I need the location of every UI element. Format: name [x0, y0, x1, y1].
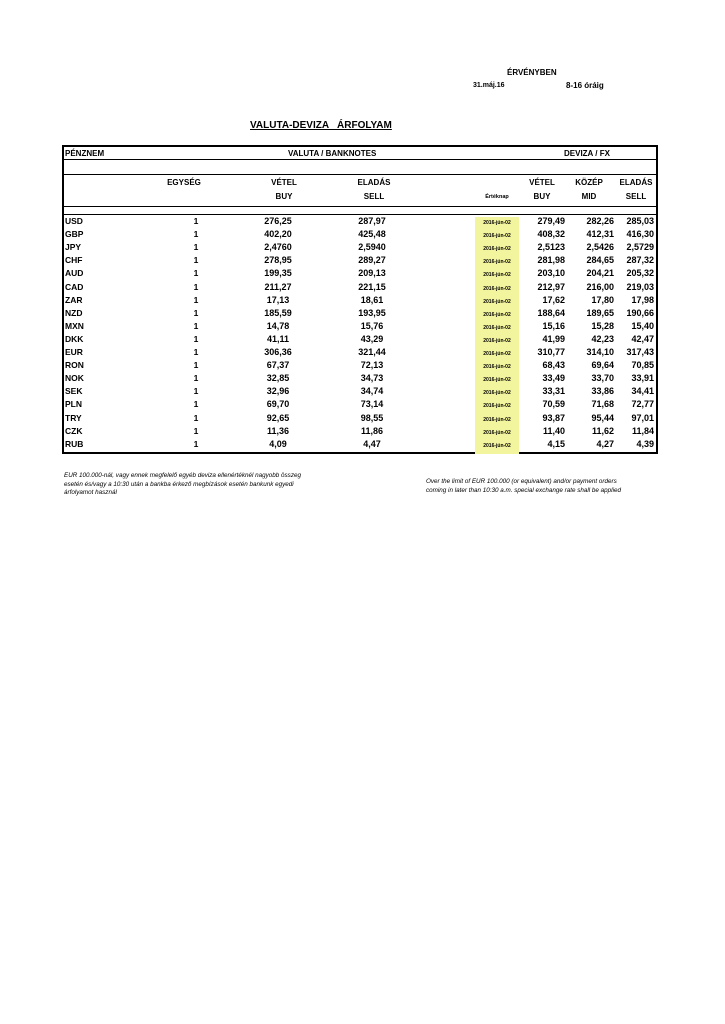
note-sell-rate: 18,61 — [360, 294, 384, 305]
fx-buy-rate: 41,99 — [542, 333, 565, 344]
page-title: VALUTA-DEVIZA ÁRFOLYAM — [250, 120, 392, 131]
value-date: 2016-jún-02 — [483, 364, 511, 371]
fx-buy-header: VÉTEL — [529, 178, 555, 187]
fx-buy-rate: 93,87 — [542, 412, 565, 423]
table-row — [64, 347, 656, 360]
table-row — [64, 439, 656, 452]
value-date: 2016-jún-02 — [483, 259, 511, 266]
unit-value: 1 — [193, 399, 199, 410]
footnote-en — [426, 478, 706, 495]
currency-code: CHF — [65, 255, 83, 266]
unit-value: 1 — [193, 333, 199, 344]
value-date: 2016-jún-02 — [483, 429, 511, 436]
fx-sell-rate: 15,40 — [631, 320, 654, 331]
unit-value: 1 — [193, 268, 199, 279]
note-buy-rate: 11,36 — [266, 425, 290, 436]
fx-sell-rate: 11,84 — [631, 425, 654, 436]
footnote-hu-line: esetén és/vagy a 10:30 után a bankba érkező megbízások esetén bankunk egyedi — [64, 480, 294, 488]
table-row — [64, 255, 656, 268]
note-sell-rate: 34,73 — [360, 373, 384, 384]
note-buy-rate: 278,95 — [264, 255, 292, 266]
value-date: 2016-jún-02 — [483, 403, 511, 410]
note-sell-rate: 287,97 — [358, 216, 386, 226]
note-sell-rate: 98,55 — [360, 412, 384, 423]
fx-buy-rate: 2,5123 — [537, 242, 565, 253]
note-sell-rate: 221,15 — [358, 281, 386, 292]
table-row — [64, 321, 656, 334]
currency-group-header: PÉNZNEM — [65, 149, 105, 158]
value-date: 2016-jún-02 — [483, 285, 511, 292]
note-sell-rate: 72,13 — [360, 360, 384, 371]
unit-value: 1 — [193, 360, 199, 371]
table-row — [64, 242, 656, 255]
fx-sell-rate: 285,03 — [626, 216, 654, 226]
fx-sell-rate: 219,03 — [626, 281, 654, 292]
fx-buy-rate: 203,10 — [537, 268, 565, 279]
fx-sell-rate: 72,77 — [631, 399, 654, 410]
value-date: 2016-jún-02 — [483, 416, 511, 423]
fx-sell-header: ELADÁS — [619, 178, 653, 187]
unit-value: 1 — [193, 425, 199, 436]
fx-mid-rate: 95,44 — [591, 412, 614, 423]
note-buy-rate: 2,4760 — [264, 242, 292, 253]
fx-mid-rate: 33,70 — [591, 373, 614, 384]
note-buy-rate: 276,25 — [264, 216, 292, 226]
currency-code: DKK — [65, 333, 84, 344]
table-row — [64, 282, 656, 295]
fx-buy-rate: 212,97 — [537, 281, 565, 292]
value-date: 2016-jún-02 — [483, 351, 511, 357]
fx-buy-rate: 11,40 — [542, 425, 565, 436]
table-row — [64, 426, 656, 439]
note-sell-rate: 289,27 — [358, 255, 386, 266]
note-buy-rate: 92,65 — [266, 412, 290, 423]
table-row — [64, 216, 656, 229]
note-sell-header-en: SELL — [363, 192, 385, 201]
note-buy-rate: 67,37 — [266, 360, 290, 371]
fx-group-header: DEVIZA / FX — [564, 149, 610, 158]
valid-hours: 8-16 óráig — [566, 81, 604, 90]
fx-mid-rate: 314,10 — [586, 347, 614, 357]
fx-mid-header: KÖZÉP — [575, 178, 603, 187]
footnote-hu — [64, 472, 364, 498]
value-date: 2016-jún-02 — [483, 233, 511, 240]
unit-value: 1 — [193, 281, 199, 292]
fx-buy-rate: 281,98 — [537, 255, 565, 266]
fx-mid-rate: 17,80 — [591, 294, 614, 305]
fx-mid-rate: 42,23 — [591, 333, 614, 344]
fx-buy-rate: 408,32 — [537, 229, 565, 240]
note-sell-rate: 193,95 — [358, 307, 386, 318]
note-buy-rate: 32,85 — [266, 373, 290, 384]
note-buy-rate: 14,78 — [266, 320, 290, 331]
note-sell-rate: 34,74 — [360, 386, 384, 397]
note-sell-rate: 209,13 — [358, 268, 386, 279]
value-date: 2016-jún-02 — [483, 298, 511, 305]
currency-code: CAD — [65, 281, 84, 292]
value-date: 2016-jún-02 — [483, 272, 511, 279]
fx-sell-rate: 42,47 — [631, 333, 654, 344]
table-row — [64, 413, 656, 426]
fx-mid-rate: 2,5426 — [586, 242, 614, 253]
note-buy-rate: 32,96 — [266, 386, 290, 397]
footnote-hu-line: EUR 100.000-nál, vagy ennek megfelelő egyéb deviza ellenértéknél nagyobb összeg — [64, 472, 301, 479]
note-sell-rate: 4,47 — [363, 438, 381, 449]
value-date: 2016-jún-02 — [483, 377, 511, 384]
value-date: 2016-jún-02 — [483, 220, 511, 226]
fx-buy-rate: 310,77 — [537, 347, 565, 357]
valid-label: ÉRVÉNYBEN — [507, 68, 557, 77]
currency-code: TRY — [65, 412, 82, 423]
note-sell-header: ELADÁS — [357, 178, 391, 187]
fx-buy-rate: 17,62 — [542, 294, 565, 305]
fx-sell-header-en: SELL — [625, 192, 647, 201]
table-row — [64, 399, 656, 412]
unit-value: 1 — [193, 412, 199, 423]
note-buy-rate: 199,35 — [264, 268, 292, 279]
note-buy-header-en: BUY — [275, 192, 293, 201]
note-sell-rate: 11,86 — [360, 425, 384, 436]
value-date-header: Értéknap — [485, 194, 509, 200]
note-buy-rate: 17,13 — [266, 294, 290, 305]
fx-sell-rate: 17,98 — [631, 294, 654, 305]
table-row — [64, 308, 656, 321]
unit-value: 1 — [193, 255, 199, 266]
unit-value: 1 — [193, 347, 199, 357]
fx-mid-header-en: MID — [581, 192, 597, 201]
currency-code: RUB — [65, 438, 84, 449]
unit-value: 1 — [193, 229, 199, 240]
fx-mid-rate: 204,21 — [586, 268, 614, 279]
unit-value: 1 — [193, 307, 199, 318]
value-date: 2016-jún-02 — [483, 337, 511, 344]
fx-sell-rate: 4,39 — [636, 438, 654, 449]
note-sell-rate: 2,5940 — [358, 242, 386, 253]
note-sell-rate: 43,29 — [360, 333, 384, 344]
currency-code: GBP — [65, 229, 84, 240]
unit-value: 1 — [193, 320, 199, 331]
fx-mid-rate: 69,64 — [591, 360, 614, 371]
fx-mid-rate: 216,00 — [586, 281, 614, 292]
rate-table — [62, 145, 658, 454]
fx-sell-rate: 416,30 — [626, 229, 654, 240]
unit-value: 1 — [193, 386, 199, 397]
fx-mid-rate: 11,62 — [591, 425, 614, 436]
currency-code: MXN — [65, 320, 84, 331]
fx-mid-rate: 189,65 — [586, 307, 614, 318]
note-buy-rate: 306,36 — [264, 347, 292, 357]
fx-sell-rate: 70,85 — [631, 360, 654, 371]
table-row — [64, 295, 656, 308]
banknotes-group-header: VALUTA / BANKNOTES — [288, 149, 377, 158]
table-row — [64, 268, 656, 281]
fx-buy-rate: 68,43 — [542, 360, 565, 371]
note-buy-rate: 402,20 — [264, 229, 292, 240]
fx-sell-rate: 2,5729 — [626, 242, 654, 253]
currency-code: AUD — [65, 268, 84, 279]
fx-sell-rate: 190,66 — [626, 307, 654, 318]
value-date: 2016-jún-02 — [483, 442, 511, 449]
fx-sell-rate: 205,32 — [626, 268, 654, 279]
value-date: 2016-jún-02 — [483, 324, 511, 331]
note-buy-rate: 211,27 — [264, 281, 292, 292]
fx-mid-rate: 15,28 — [591, 320, 614, 331]
note-sell-rate: 425,48 — [358, 229, 386, 240]
table-row — [64, 334, 656, 347]
fx-sell-rate: 317,43 — [626, 347, 654, 357]
table-row — [64, 360, 656, 373]
fx-mid-rate: 4,27 — [596, 438, 614, 449]
currency-code: SEK — [65, 386, 83, 397]
fx-mid-rate: 33,86 — [591, 386, 614, 397]
currency-code: EUR — [65, 347, 83, 357]
currency-code: JPY — [65, 242, 82, 253]
fx-buy-rate: 4,15 — [547, 438, 565, 449]
note-buy-rate: 185,59 — [264, 307, 292, 318]
note-sell-rate: 15,76 — [360, 320, 384, 331]
note-buy-rate: 41,11 — [266, 333, 290, 344]
fx-sell-rate: 287,32 — [626, 255, 654, 266]
currency-code: PLN — [65, 399, 82, 410]
unit-header: EGYSÉG — [167, 178, 201, 187]
fx-mid-rate: 282,26 — [586, 216, 614, 226]
rate-date: 31.máj.16 — [473, 82, 505, 89]
value-date: 2016-jún-02 — [483, 246, 511, 253]
note-buy-rate: 4,09 — [269, 438, 287, 449]
currency-code: NOK — [65, 373, 84, 384]
table-row — [64, 386, 656, 399]
table-row — [64, 229, 656, 242]
footnote-en-line: coming in later than 10:30 a.m. special exchange rate shall be applied — [426, 486, 621, 494]
currency-code: NZD — [65, 307, 83, 318]
fx-buy-rate: 279,49 — [537, 216, 565, 226]
fx-mid-rate: 71,68 — [591, 399, 614, 410]
unit-value: 1 — [193, 242, 199, 253]
fx-sell-rate: 34,41 — [631, 386, 654, 397]
unit-value: 1 — [193, 294, 199, 305]
value-date: 2016-jún-02 — [483, 311, 511, 318]
fx-mid-rate: 412,31 — [586, 229, 614, 240]
note-sell-rate: 321,44 — [358, 347, 386, 357]
fx-buy-rate: 188,64 — [537, 307, 565, 318]
fx-buy-rate: 33,49 — [542, 373, 565, 384]
currency-code: ZAR — [65, 294, 83, 305]
currency-code: USD — [65, 216, 83, 226]
fx-buy-rate: 33,31 — [542, 386, 565, 397]
fx-mid-rate: 284,65 — [586, 255, 614, 266]
fx-sell-rate: 33,91 — [631, 373, 654, 384]
table-row — [64, 373, 656, 386]
value-date: 2016-jún-02 — [483, 390, 511, 397]
note-buy-rate: 69,70 — [266, 399, 290, 410]
fx-buy-header-en: BUY — [533, 192, 551, 201]
fx-buy-rate: 15,16 — [542, 320, 565, 331]
unit-value: 1 — [193, 216, 199, 226]
footnote-hu-line: árfolyamot használ — [64, 489, 117, 496]
fx-buy-rate: 70,59 — [542, 399, 565, 410]
unit-value: 1 — [193, 373, 199, 384]
note-buy-header: VÉTEL — [271, 178, 297, 187]
currency-code: CZK — [65, 425, 83, 436]
currency-code: RON — [65, 360, 84, 371]
note-sell-rate: 73,14 — [360, 399, 384, 410]
fx-sell-rate: 97,01 — [631, 412, 654, 423]
unit-value: 1 — [193, 438, 199, 449]
footnote-en-line: Over the limit of EUR 100.000 (or equivalent) and/or payment orders — [426, 478, 617, 485]
